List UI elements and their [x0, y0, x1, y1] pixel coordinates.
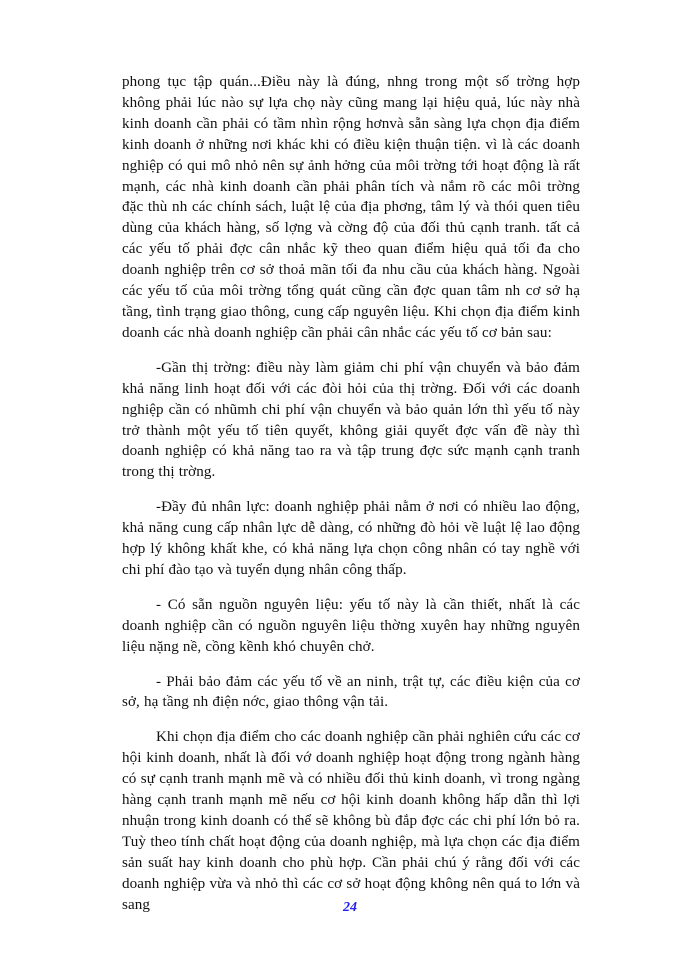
paragraph-4-nguon-nguyen-lieu: - Có sẵn nguồn nguyên liệu: yếu tố này là cần thiết, nhất là các doanh nghiệp cần có nguồn nguyên liệu thờng xuyên hay những nguyên liệu nặng nề, cồng kềnh khó chuyên chở.: [122, 596, 580, 655]
page-number: 24: [343, 900, 357, 915]
paragraph-3-day-du-nhan-luc: -Đầy đủ nhân lực: doanh nghiệp phải nằm ở nơi có nhiều lao động, khả năng cung cấp nhân lực dễ dàng, có những đò hỏi về luật lệ lao động hợp lý không khất khe, có khả năng lựa chọn công nhân có tay nghề với chi phí đào tạo và tuyển dụng nhân công thấp.: [122, 499, 580, 578]
page-text-body: [122, 72, 580, 916]
paragraph-6-khi-chon-dia-diem: Khi chọn địa điểm cho các doanh nghiệp cần phải nghiên cứu các cơ hội kinh doanh, nhất là đối vớ doanh nghiệp hoạt động trong ngành hàng có sự cạnh tranh mạnh mẽ và có nhiều đối thủ kinh doanh, vì trong ngàng hàng cạnh tranh mạnh mẽ nếu cơ hội kinh doanh không hấp dẫn thì lợi nhuận trong kinh doanh có thể sẽ không bù đắp đợc các chi phí lớn bỏ ra. Tuỳ theo tính chất hoạt động của doanh nghiệp, mà lựa chọn các địa điểm sản suất hay kinh doanh cho phù hợp. Cần phải chú ý rằng đối với các doanh nghiệp vừa và nhỏ thì các cơ sở hoạt động không nên quá to lớn và sang: [122, 729, 580, 913]
paragraph-2-gan-thi-truong: -Gần thị trờng: điều này làm giảm chi phí vận chuyển và bảo đảm khả năng linh hoạt đối với các đòi hỏi của thị trờng. Đối với các doanh nghiệp cần có nhũmh chi phí vận chuyển và bảo quản lớn thì yếu tố này trở thành một yếu tố tiên quyết, không giải quyết đợc vấn đề này thì doanh nghiệp có khả năng tao ra và tập trung đợc sức mạnh cạnh tranh trong thị trờng.: [122, 359, 580, 481]
paragraph-1: phong tục tập quán...Điều này là đúng, nhng trong một số trờng hợp không phải lúc nào sự lựa chọ này cũng mang lại hiệu quả, lúc này nhà kinh doanh cần phải có tầm nhìn rộng hơnvà sẵn sàng lựa chọn địa điểm kinh doanh ở những nơi khác khi có điều kiện thuận tiện. vì là các doanh nghiệp có qui mô nhỏ nên sự ảnh hởng của môi trờng tới hoạt động là rất mạnh, các nhà kinh doanh cần phải phân tích và nắm rõ các môi trờng đặc thù nh các chính sách, luật lệ của địa phơng, tâm lý và thói quen tiêu dùng của khách hàng, số lợng và cờng độ của đối thủ cạnh tranh. tất cả các yếu tố phải đợc cân nhắc kỹ theo quan điểm hiệu quả tối đa cho doanh nghiệp trên cơ sở thoả mãn tối đa nhu cầu của khách hàng. Ngoài các yếu tố của môi trờng tổng quát cũng cần đợc quan tâm nh cơ sở hạ tầng, tình trạng giao thông, cung cấp nguyên liệu. Khi chọn địa điểm kinh doanh các nhà doanh nghiệp cần phải cân nhắc các yếu tố cơ bản sau:: [122, 74, 580, 341]
paragraph-5-an-ninh-trat-tu: - Phải bảo đảm các yếu tố về an ninh, trật tự, các điều kiện của cơ sở, hạ tầng nh điện nớc, giao thông vận tải.: [122, 673, 580, 711]
